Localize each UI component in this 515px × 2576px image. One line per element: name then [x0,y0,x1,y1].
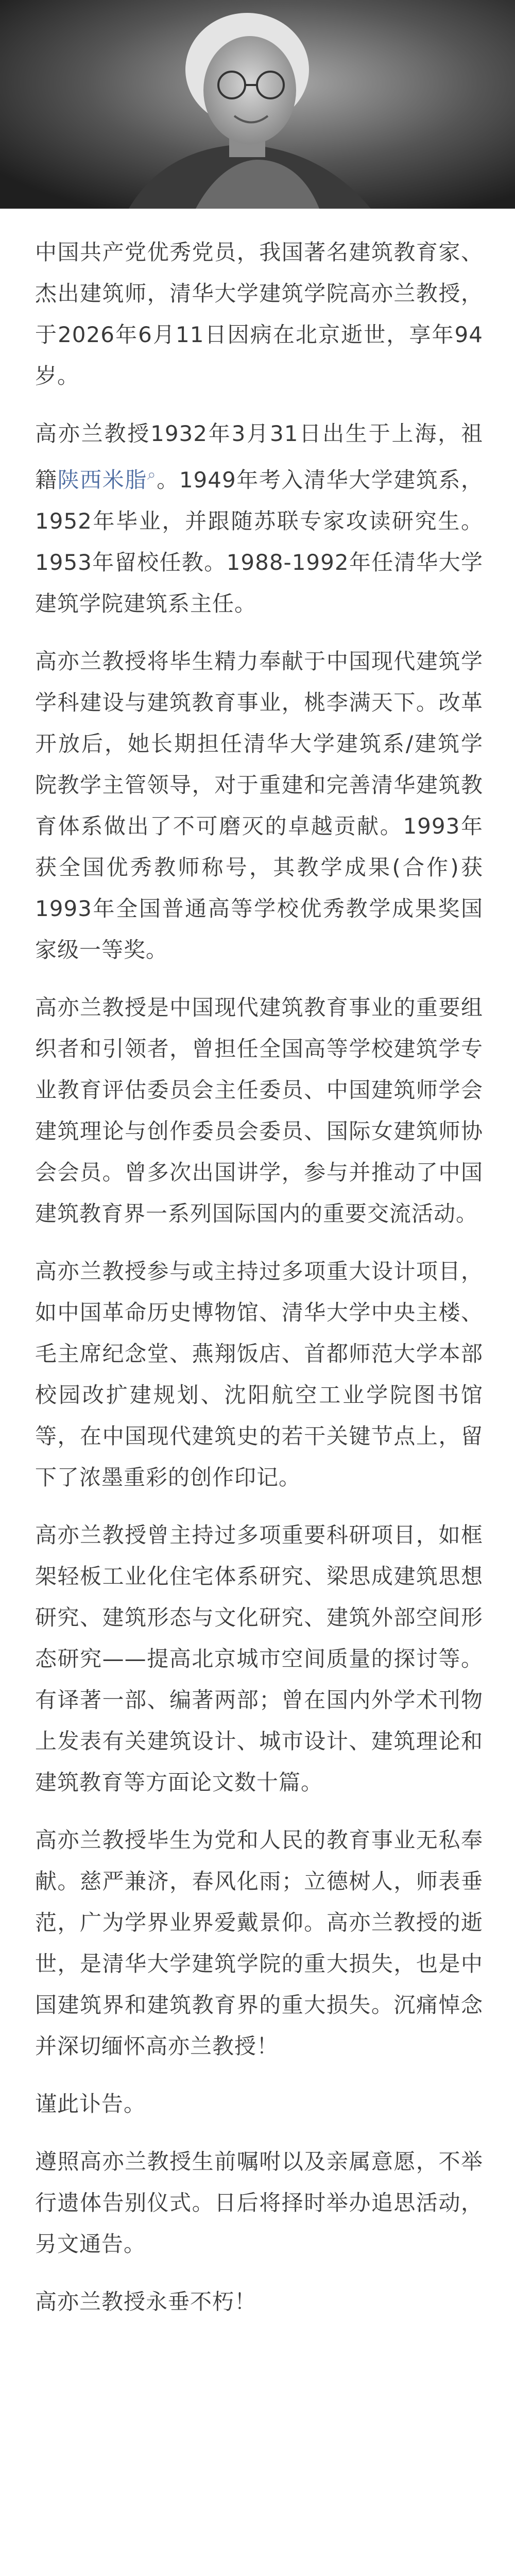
paragraph-arrangements: 遵照高亦兰教授生前嘱咐以及亲属意愿，不举行遗体告别仪式。日后将择时举办追思活动，另文通告。 [35,2149,483,2257]
biography-text-end: 。1949年考入清华大学建筑系，1952年毕业，并跟随苏联专家攻读研究生。1953年留校任教。1988-1992年任清华大学建筑学院建筑系主任。 [35,467,483,616]
paragraph-teaching: 高亦兰教授将毕生精力奉献于中国现代建筑学学科建设与建筑教育事业，桃李满天下。改革开放后，她长期担任清华大学建筑系/建筑学院教学主管领导，对于重建和完善清华建筑教育体系做出了不可磨灭的卓越贡献。1993年获全国优秀教师称号，其教学成果(合作)获1993年全国普通高等学校优秀教学成果奖国家级一等奖。 [35,649,483,962]
paragraph-tribute: 高亦兰教授毕生为党和人民的教育事业无私奉献。慈严兼济，春风化雨；立德树人，师表垂范，广为学界业界爱戴景仰。高亦兰教授的逝世，是清华大学建筑学院的重大损失，也是中国建筑界和建筑教育界的重大损失。沉痛悼念并深切缅怀高亦兰教授！ [35,1827,483,2059]
obituary-body [35,232,483,2339]
paragraph-notice: 谨此讣告。 [35,2091,146,2116]
paragraph-design-projects: 高亦兰教授参与或主持过多项重大设计项目，如中国革命历史博物馆、清华大学中央主楼、毛主席纪念堂、燕翔饭店、首都师范大学本部校园改扩建规划、沈阳航空工业学院图书馆等，在中国现代建筑史的若干关键节点上，留下了浓墨重彩的创作印记。 [35,1259,483,1490]
paragraph-closing: 高亦兰教授永垂不朽！ [35,2289,257,2314]
search-icon[interactable]: ⌕ [147,466,157,484]
portrait-illustration [0,0,515,209]
paragraph-biography [35,413,483,624]
paragraph-announcement: 中国共产党优秀党员，我国著名建筑教育家、杰出建筑师，清华大学建筑学院高亦兰教授，于2026年6月11日因病在北京逝世，享年94岁。 [35,240,483,388]
hometown-link[interactable]: 陕西米脂 [57,467,147,493]
paragraph-leadership: 高亦兰教授是中国现代建筑教育事业的重要组织者和引领者，曾担任全国高等学校建筑学专业教育评估委员会主任委员、中国建筑师学会建筑理论与创作委员会委员、国际女建筑师协会会员。曾多次出国讲学，参与并推动了中国建筑教育界一系列国际国内的重要交流活动。 [35,995,483,1226]
biography-text-start: 高亦兰教授1932年3月31日出生于上海，祖籍 [35,421,483,493]
portrait-photo [0,0,515,209]
paragraph-research: 高亦兰教授曾主持过多项重要科研项目，如框架轻板工业化住宅体系研究、梁思成建筑思想研究、建筑形态与文化研究、建筑外部空间形态研究——提高北京城市空间质量的探讨等。有译著一部、编著两部；曾在国内外学术刊物上发表有关建筑设计、城市设计、建筑理论和建筑教育等方面论文数十篇。 [35,1522,483,1795]
